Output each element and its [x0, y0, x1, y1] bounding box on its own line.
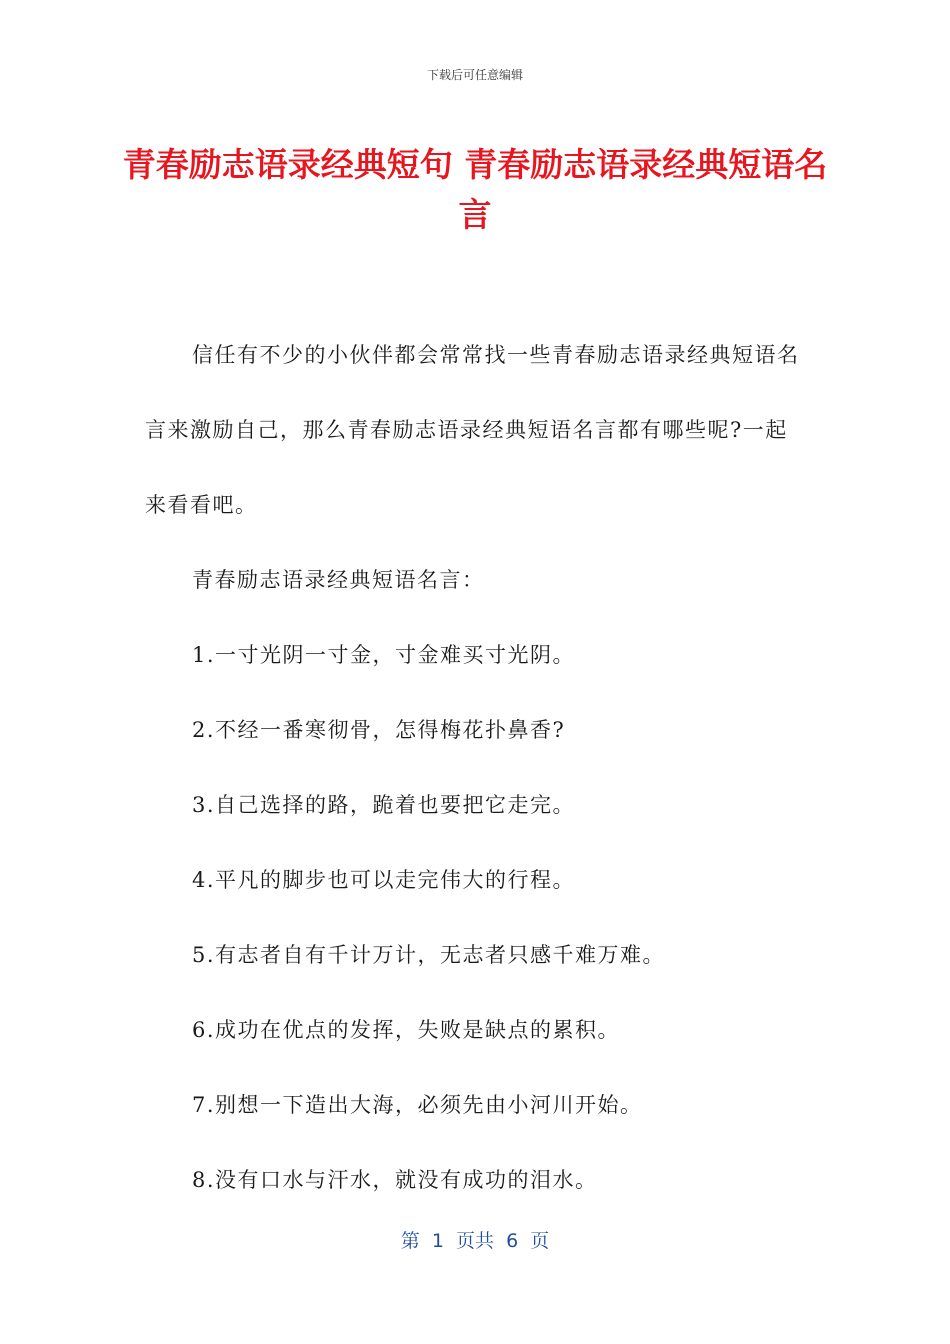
list-item-3: 3.自己选择的路，跪着也要把它走完。: [192, 793, 576, 817]
list-item-6: 6.成功在优点的发挥，失败是缺点的累积。: [192, 1018, 621, 1042]
list-item-1: 1.一寸光阴一寸金，寸金难买寸光阴。: [192, 643, 576, 667]
intro-paragraph: 信任有不少的小伙伴都会常常找一些青春励志语录经典短语名言来激励自己，那么青春励志语录经典短语名言都有哪些呢?一起来看看吧。: [145, 343, 800, 517]
list-item-8: 8.没有口水与汗水，就没有成功的泪水。: [192, 1168, 598, 1192]
document-body: [145, 318, 805, 1218]
list-item-4: 4.平凡的脚步也可以走完伟大的行程。: [192, 868, 576, 892]
list-item-5: 5.有志者自有千计万计，无志者只感千难万难。: [192, 943, 666, 967]
list-item-7: 7.别想一下造出大海，必须先由小河川开始。: [192, 1093, 643, 1117]
list-item-2: 2.不经一番寒彻骨，怎得梅花扑鼻香?: [192, 718, 566, 742]
header-note: 下载后可任意编辑: [426, 68, 523, 82]
document-title: 青春励志语录经典短句 青春励志语录经典短语名言: [122, 145, 828, 234]
section-heading: 青春励志语录经典短语名言：: [192, 568, 485, 592]
page-number-footer: 第 1 页共 6 页: [400, 1230, 550, 1252]
